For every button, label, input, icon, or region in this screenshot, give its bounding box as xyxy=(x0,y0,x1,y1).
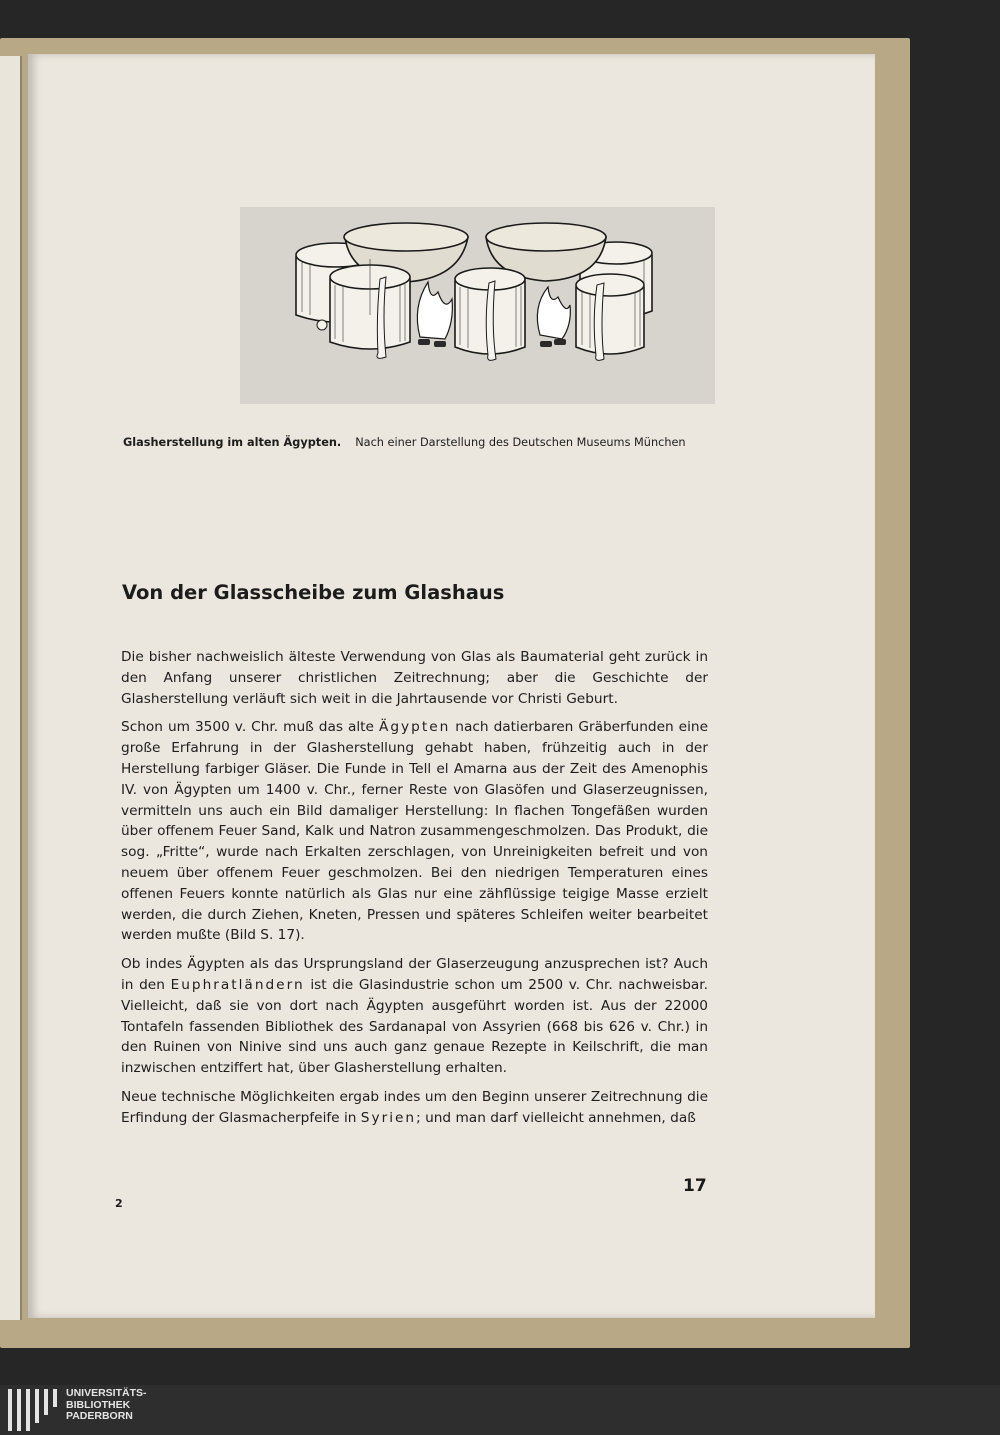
body-text xyxy=(121,647,708,1137)
paragraph-2 xyxy=(121,717,708,946)
library-name xyxy=(66,1388,147,1423)
section-heading: Von der Glasscheibe zum Glashaus xyxy=(122,581,505,604)
caption-title: Glasherstellung im alten Ägypten. xyxy=(123,436,342,449)
caption-source: Nach einer Darstellung des Deutschen Museums München xyxy=(355,436,686,449)
egyptian-glassmaking-illustration xyxy=(240,207,715,404)
paragraph-4-part-1: Neue technische Möglichkeiten ergab indes um den Beginn unserer Zeitrechnung die Erfindung der Glasmacherpfeife in xyxy=(121,1088,708,1126)
library-name-line-1: UNIVERSITÄTS- xyxy=(66,1387,147,1399)
paragraph-1: Die bisher nachweislich älteste Verwendung von Glas als Baumaterial geht zurück in den Anfang unserer christlichen Zeitrechnung; aber die Geschichte der Glasherstellung verläuft sich weit in die Jahrtausende vor Christi Geburt. xyxy=(121,649,708,707)
figure-caption xyxy=(123,436,723,449)
page-number: 17 xyxy=(683,1176,707,1196)
paragraph-3-part-1: Ob indes Ägypten als das Ursprungsland der Glaserzeugung anzusprechen ist? Auch in den xyxy=(121,956,708,993)
library-name-line-2: BIBLIOTHEK xyxy=(66,1398,131,1411)
library-logo-icon xyxy=(8,1389,60,1431)
emphasis-euphratlaendern: Euphratländern xyxy=(170,976,305,993)
paragraph-3 xyxy=(121,954,708,1079)
emphasis-syrien: Syrien xyxy=(360,1109,417,1126)
signature-mark: 2 xyxy=(115,1197,123,1210)
paragraph-3-part-2: ist die Glasindustrie schon um 2500 v. Chr. nachweisbar. Vielleicht, daß sie von dort nach Ägypten ausgeführt worden ist. Aus der 22000 Tontafeln fassenden Bibliothek des Sardanapal von Assyrien (668 bis 626 v. Chr.) in den Ruinen von Ninive sind uns auch ganz genaue Rezepte in Keilschrift, die man inzwischen entziffert hat, über Glasherstellung erhalten. xyxy=(121,976,708,1077)
library-name-line-3: PADERBORN xyxy=(66,1410,133,1422)
left-page-edge xyxy=(0,56,22,1320)
emphasis-aegypten: Ägypten xyxy=(378,719,451,736)
paragraph-4 xyxy=(121,1087,708,1129)
paragraph-2-part-2: nach datierbaren Gräberfunden eine große Erfahrung in der Glasherstellung gehabt haben, frühzeitig auch in der Herstellung farbiger Gläser. Die Funde in Tell el Amarna aus der Zeit des Amenophis IV. von Ägypten um 1400 v. Chr., ferner Reste von Glasöfen und Glaserzeugnissen, vermitteln uns auch ein Bild damaliger Herstellung: In flachen Tongefäßen wurden über offenem Feuer Sand, Kalk und Natron zusammengeschmolzen. Das Produkt, die sog. „Fritte“, wurde nach Erkalten zerschlagen, von Unreinigkeiten befreit und von neuem über offenem Feuer geschmolzen. Bei den niedrigen Temperaturen eines offenen Feuers konnte natürlich als Glas nur eine zähflüssige teigige Masse erzielt werden, die durch Ziehen, Kneten, Pressen und späteres Schleifen weiter bearbeitet werden mußte (Bild S. 17). xyxy=(121,719,709,944)
paragraph-4-part-2: ; und man darf vielleicht annehmen, daß xyxy=(416,1109,696,1126)
library-footer xyxy=(0,1385,1000,1435)
paragraph-2-part-1: Schon um 3500 v. Chr. muß das alte xyxy=(121,719,379,736)
